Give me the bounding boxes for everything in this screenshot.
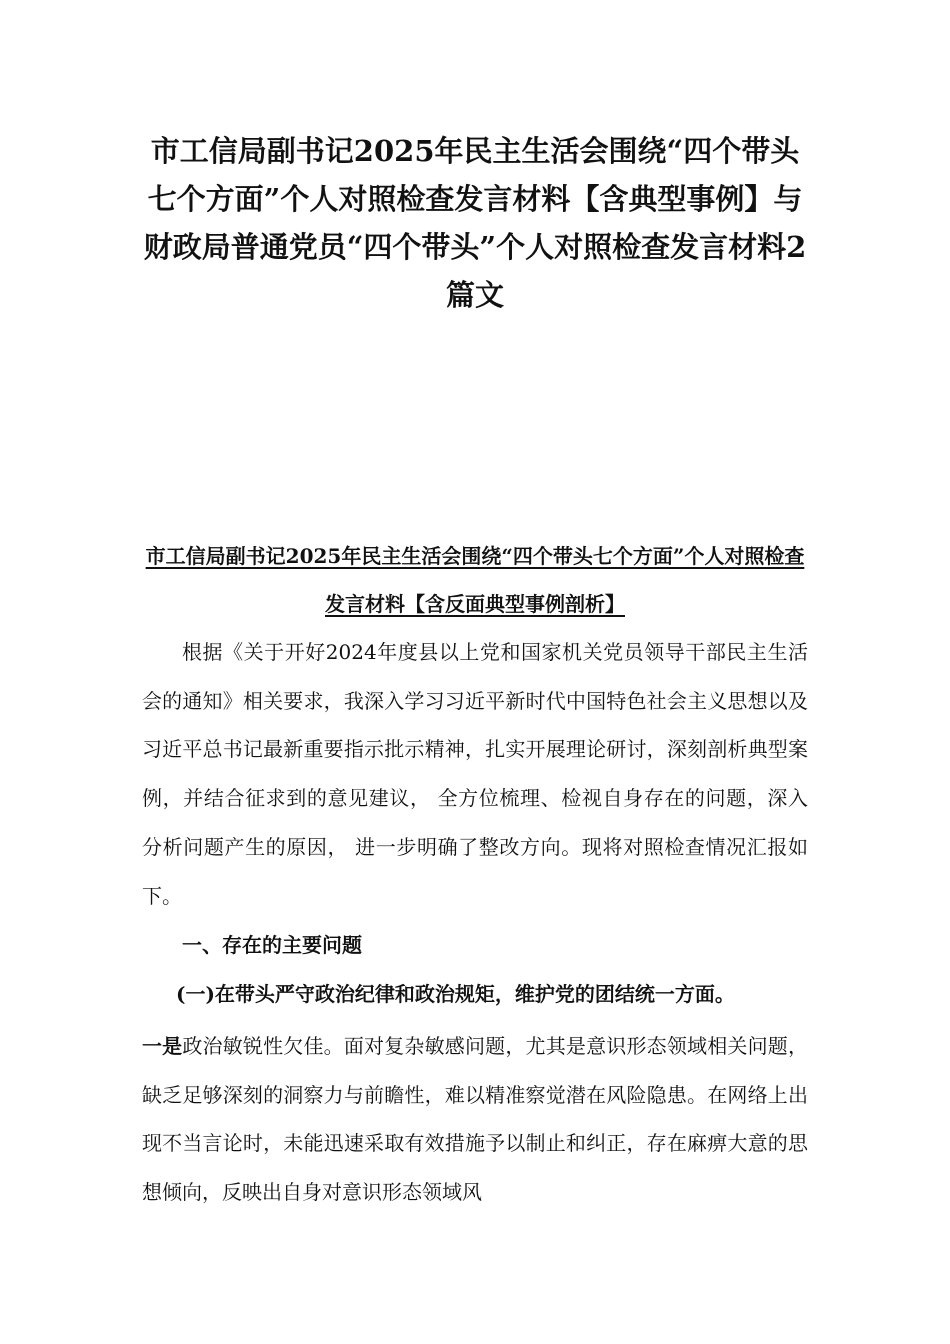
heading-main-problems: 一、存在的主要问题 — [182, 933, 362, 957]
document-main-title: 市工信局副书记2025年民主生活会围绕“四个带头七个方面”个人对照检查发言材料【含典型事例】与财政局普通党员“四个带头”个人对照检查发言材料2篇文 — [143, 134, 807, 312]
point-1-lead: 一是 — [142, 1034, 183, 1058]
intro-paragraph: 根据《关于开好2024年度县以上党和国家机关党员领导干部民主生活会的通知》相关要求，我深入学习习近平新时代中国特色社会主义思想以及习近平总书记最新重要指示批示精神，扎实开展理论研讨，深刻剖析典型案例，并结合征求到的意见建议， 全方位梳理、检视自身存在的问题，深入分析问题产生的原因， 进一步明确了整改方向。现将对照检查情况汇报如下。 — [142, 640, 808, 908]
point-1-paragraph — [142, 1022, 808, 1217]
heading-political-discipline: (一)在带头严守政治纪律和政治规矩，维护党的团结统一方面。 — [176, 982, 735, 1006]
point-1-text: 政治敏锐性欠佳。面对复杂敏感问题，尤其是意识形态领域相关问题，缺乏足够深刻的洞察力与前瞻性，难以精准察觉潜在风险隐患。在网络上出现不当言论时，未能迅速采取有效措施予以制止和纠正，存在麻痹大意的思想倾向，反映出自身对意识形态领域风 — [142, 1034, 808, 1205]
section-title: 市工信局副书记2025年民主生活会围绕“四个带头七个方面”个人对照检查发言材料【含反面典型事例剖析】 — [145, 544, 805, 616]
